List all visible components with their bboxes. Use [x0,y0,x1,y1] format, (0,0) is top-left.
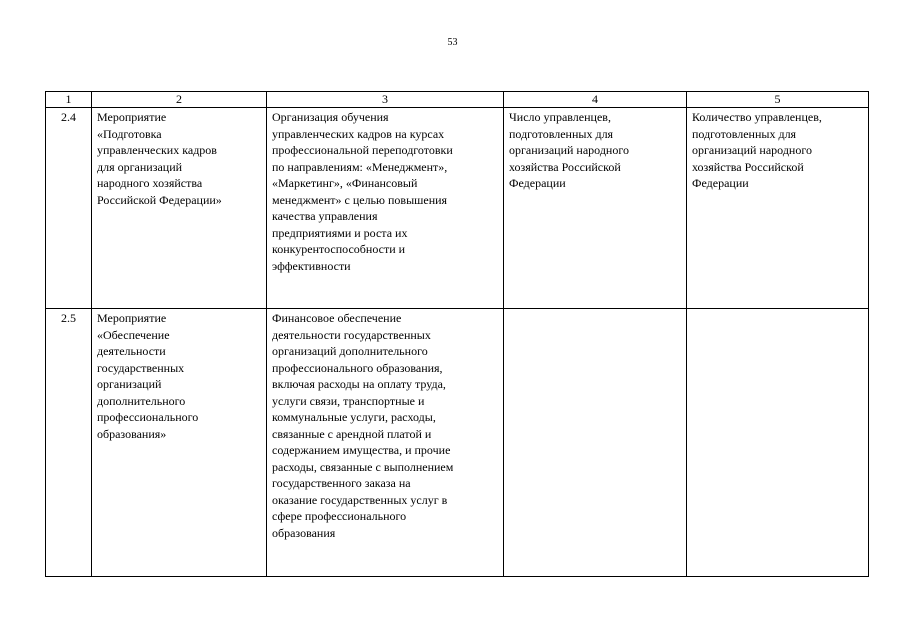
description-text: Организация обучения управленческих кадров на курсах профессиональной переподготовки по направлениям: «Менеджмент», «Маркетинг», «Финансовый менеджмент» с целью повышения качества управления предприятиями и роста их конкурентоспособности и эффективности [272,110,453,273]
indicator-text: Число управленцев, подготовленных для организаций народного хозяйства Российской Федерации [509,110,629,190]
header-row [46,92,869,108]
column-header-2: 2 [92,92,267,108]
event-text: Мероприятие «Подготовка управленческих кадров для организаций народного хозяйства Российской Федерации» [97,110,222,207]
result-text: Количество управленцев, подготовленных для организаций народного хозяйства Российской Федерации [692,110,822,190]
program-table [45,91,869,577]
description-cell [267,309,504,577]
page-number: 53 [447,37,458,48]
result-cell [687,108,869,309]
indicator-cell [504,309,687,577]
column-header-3: 3 [267,92,504,108]
description-cell [267,108,504,309]
event-cell [92,108,267,309]
table-row [46,309,869,577]
description-text: Финансовое обеспечение деятельности государственных организаций дополнительного профессионального образования, включая расходы на оплату труда, услуги связи, транспортные и коммунальные услуги, расходы, связанные с арендной платой и содержанием имущества, и прочие расходы, связанные с выполнением государственного заказа на оказание государственных услуг в сфере профессионального образования [272,311,454,540]
event-text: Мероприятие «Обеспечение деятельности государственных организаций дополнительного профессионального образования» [97,311,199,441]
row-number-cell: 2.4 [46,108,92,309]
column-header-1: 1 [46,92,92,108]
result-cell [687,309,869,577]
table-row [46,108,869,309]
row-number-cell: 2.5 [46,309,92,577]
indicator-cell [504,108,687,309]
column-header-5: 5 [687,92,869,108]
event-cell [92,309,267,577]
column-header-4: 4 [504,92,687,108]
